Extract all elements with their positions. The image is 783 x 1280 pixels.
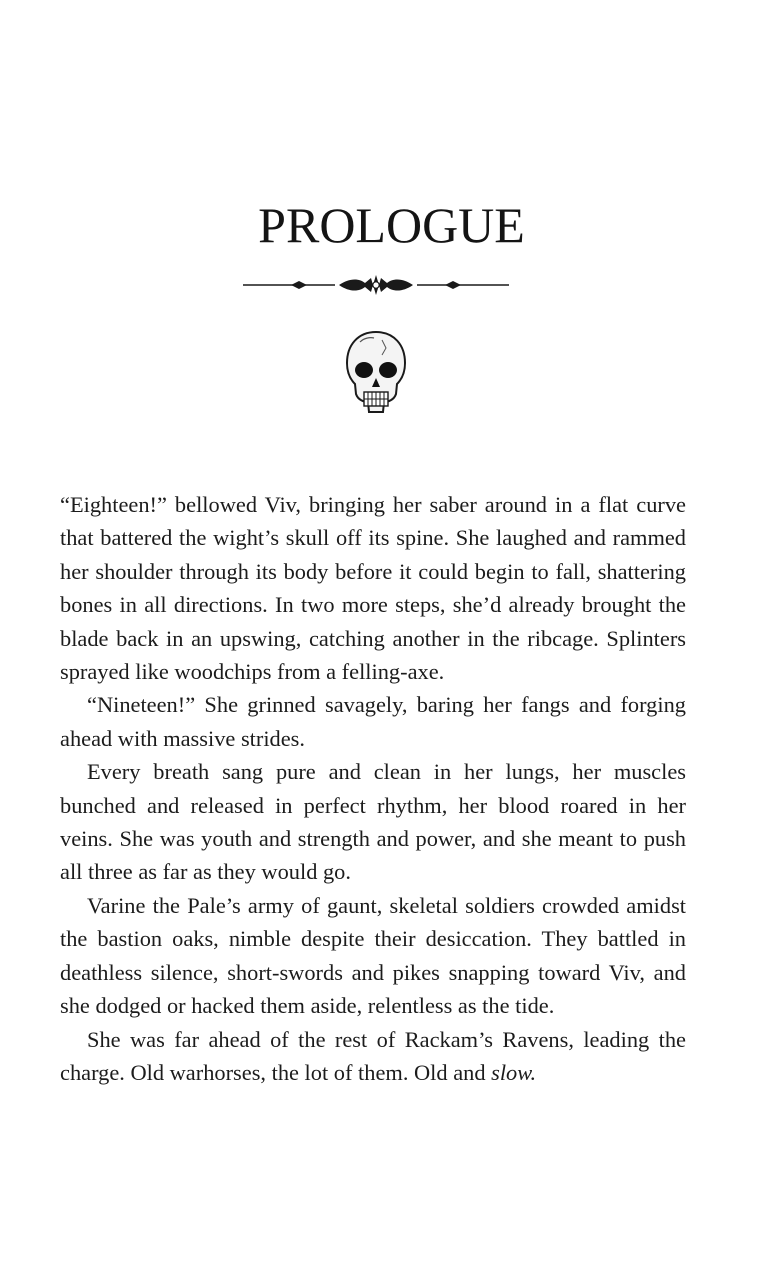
skull-icon — [342, 328, 410, 418]
paragraph-5 — [60, 1023, 686, 1090]
prologue-body — [60, 488, 686, 1089]
paragraph-5-italic: slow. — [491, 1059, 537, 1085]
paragraph-2: “Nineteen!” She grinned savagely, baring her fangs and forging ahead with massive strides. — [60, 692, 686, 751]
paragraph-1: “Eighteen!” bellowed Viv, bringing her saber around in a flat curve that battered the wight’s skull off its spine. She laughed and rammed her shoulder through its body before it could begin to fall, shattering bones in all directions. In two more steps, she’d already brought the blade back in an upswing, catching another in the ribcage. Splinters sprayed like woodchips from a felling-axe. — [60, 492, 686, 685]
paragraph-4: Varine the Pale’s army of gaunt, skeletal soldiers crowded amidst the bastion oaks, nimble despite their desiccation. They battled in deathless silence, short-swords and pikes snapping toward Viv, and she dodged or hacked them aside, relentless as the tide. — [60, 892, 686, 1019]
paragraph-5-text: She was far ahead of the rest of Rackam’s Ravens, leading the charge. Old warhorses, the lot of them. Old and — [60, 1026, 686, 1085]
flourish-divider-icon — [243, 272, 509, 298]
chapter-title: PROLOGUE — [258, 197, 525, 253]
paragraph-3: Every breath sang pure and clean in her lungs, her muscles bunched and released in perfect rhythm, her blood roared in her veins. She was youth and strength and power, and she meant to push all three as far as they would go. — [60, 759, 686, 885]
